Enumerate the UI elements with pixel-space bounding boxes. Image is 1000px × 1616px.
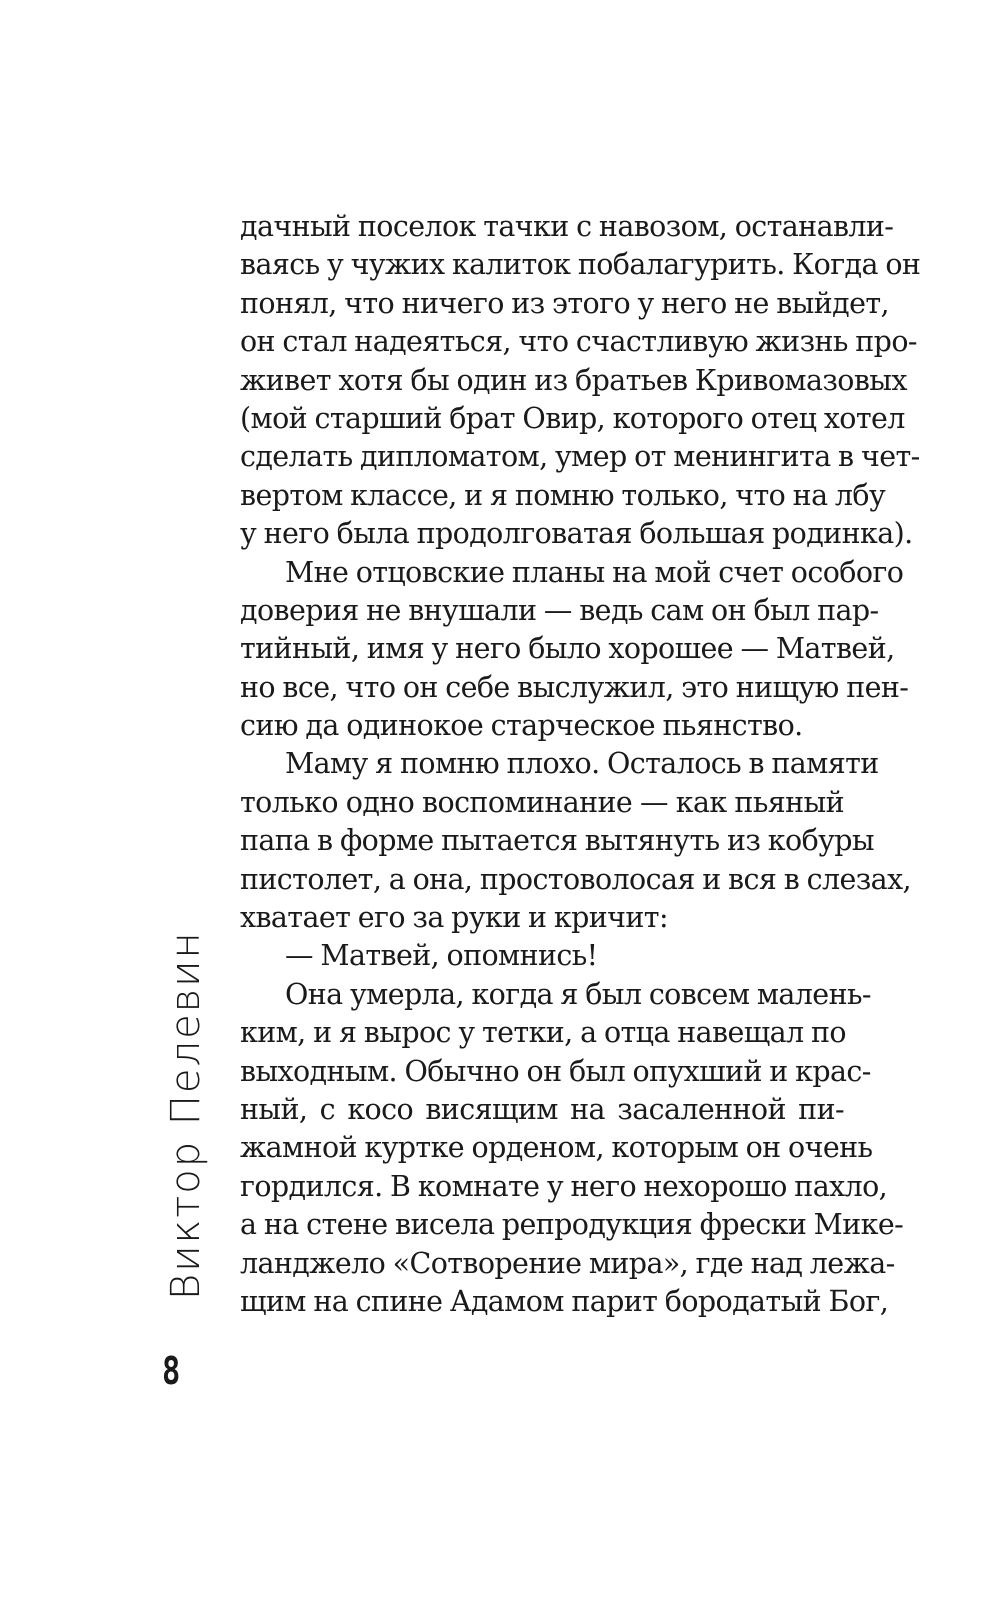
text-line: но все, что он себе выслужил, это нищую пен- xyxy=(240,670,909,704)
text-line: дачный поселок тачки с навозом, останавли- xyxy=(240,210,894,243)
text-line: а на стене висела репродукция фрески Мике- xyxy=(240,1208,904,1242)
running-head-author: Виктор Пелевин xyxy=(163,930,209,1300)
text-line: тийный, имя у него было хорошее — Матвей, xyxy=(240,632,895,666)
text-line: жамной куртке орденом, которым он очень xyxy=(240,1131,873,1165)
text-line: вертом классе, и я помню только, что на лбу xyxy=(240,478,886,512)
text-line: только одно воспоминание — как пьяный xyxy=(240,785,844,819)
text-line: ланджело «Сотворение мира», где над лежа- xyxy=(240,1246,895,1280)
text-line: живет хотя бы один из братьев Кривомазовых xyxy=(240,363,907,397)
text-line: щим на спине Адамом парит бородатый Бог, xyxy=(240,1284,889,1318)
text-line: папа в форме пытается вытянуть из кобуры xyxy=(240,824,875,858)
body-text xyxy=(240,208,921,1321)
paragraph-end-line: хватает его за руки и кричит: xyxy=(240,901,668,935)
text-line: он стал надеяться, что счастливую жизнь про- xyxy=(240,325,917,359)
text-line: ный, с косо висящим на засаленной пи- xyxy=(240,1092,844,1126)
paragraph-start-line: Мне отцовские планы на мой счет особого xyxy=(285,555,904,589)
text-line: понял, что ничего из этого у него не выйдет, xyxy=(240,286,889,320)
paragraph-end-line: сию да одинокое старческое пьянство. xyxy=(240,709,803,743)
text-line: пистолет, а она, простоволосая и вся в слезах, xyxy=(240,862,911,896)
text-line: сделать дипломатом, умер от менингита в чет- xyxy=(240,440,920,474)
text-line: доверия не внушали — ведь сам он был пар- xyxy=(240,593,879,627)
text-line: ким, и я вырос у тетки, а отца навещал по xyxy=(240,1016,846,1050)
text-line: гордился. В комнате у него нехорошо пахло, xyxy=(240,1169,888,1203)
text-line: у него была продолговатая большая родинка). xyxy=(240,517,913,551)
paragraph-start-line: Она умерла, когда я был совсем малень- xyxy=(285,977,871,1011)
text-line: ваясь у чужих калиток побалагурить. Когда он xyxy=(240,248,921,282)
dialogue-line: — Матвей, опомнись! xyxy=(285,939,598,973)
paragraph-start-line: Маму я помню плохо. Осталось в памяти xyxy=(285,747,879,781)
text-line: (мой старший брат Овир, которого отец хотел xyxy=(240,401,905,435)
text-line: выходным. Обычно он был опухший и крас- xyxy=(240,1054,871,1088)
page-number: 8 xyxy=(162,1349,181,1393)
